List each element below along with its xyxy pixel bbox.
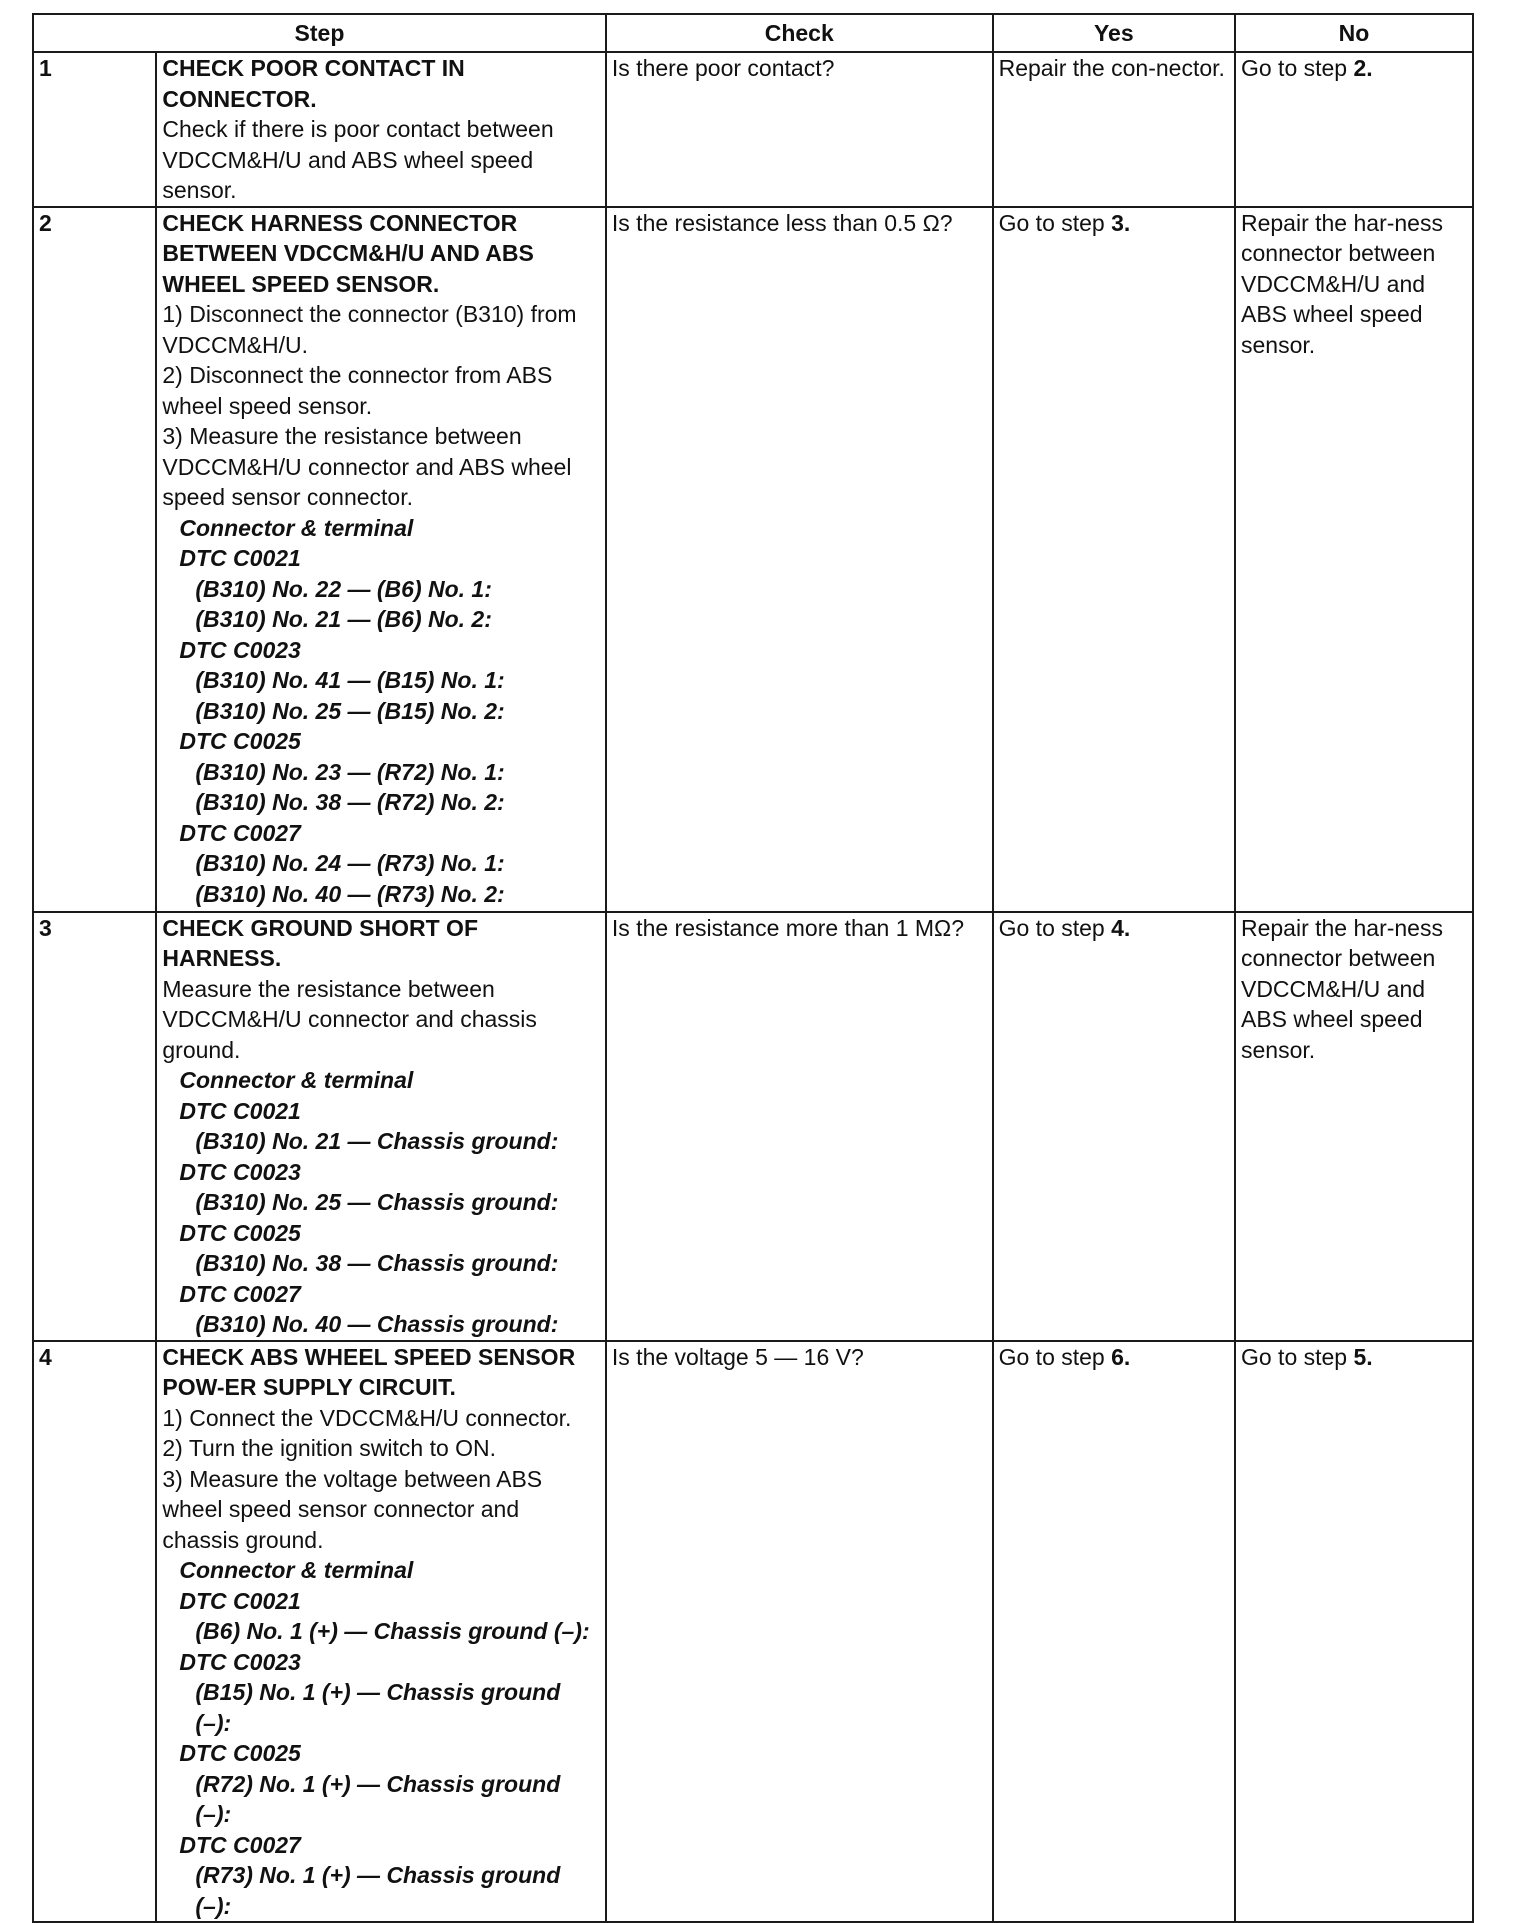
terminal-spec: (B310) No. 21 — Chassis ground: — [195, 1128, 559, 1154]
terminal-spec: (B310) No. 38 — Chassis ground: — [195, 1250, 559, 1276]
terminal-spec: (B310) No. 23 — (R72) No. 1: — [195, 758, 505, 785]
terminal-spec: (B310) No. 40 — (R73) No. 2: — [195, 880, 505, 907]
terminal-spec: (B310) No. 21 — (B6) No. 2: — [195, 606, 492, 632]
dtc-code: DTC C0025 — [179, 1219, 301, 1246]
dtc-code: DTC C0025 — [179, 1740, 301, 1766]
step-content — [156, 207, 606, 912]
check-cell: Is the resistance less than 0.5 Ω? — [606, 207, 993, 912]
spec-header: Connector & terminal — [179, 1557, 414, 1583]
no-cell: Repair the har-ness connector between VDCCM&H/U and ABS wheel speed sensor. — [1235, 207, 1473, 912]
diagnostic-table — [32, 13, 1474, 1923]
no-step-ref: 2. — [1353, 55, 1373, 81]
step-instruction: Check if there is poor contact between VDCCM&H/U and ABS wheel speed sensor. — [162, 116, 554, 203]
dtc-code: DTC C0027 — [179, 819, 301, 846]
no-prefix: Go to step — [1240, 1343, 1354, 1370]
step-title: CHECK HARNESS CONNECTOR BETWEEN VDCCM&H/U AND ABS WHEEL SPEED SENSOR. — [162, 209, 534, 297]
yes-step-ref: 6. — [1111, 1343, 1131, 1370]
terminal-spec: (B15) No. 1 (+) — Chassis ground (–): — [195, 1679, 561, 1736]
spec-header: Connector & terminal — [179, 1067, 414, 1093]
yes-prefix: Go to step — [998, 1343, 1112, 1370]
step-content — [156, 1341, 606, 1923]
diagnostic-procedure-page — [32, 13, 1474, 1923]
step-instruction: Measure the resistance between VDCCM&H/U connector and chassis ground. — [162, 975, 537, 1063]
step-instruction: 3) Measure the voltage between ABS wheel speed sensor connector and chassis ground. — [162, 1465, 543, 1553]
yes-step-ref: 4. — [1111, 914, 1131, 941]
step-content — [156, 912, 606, 1341]
terminal-spec: (R72) No. 1 (+) — Chassis ground (–): — [195, 1770, 561, 1827]
terminal-spec: (B6) No. 1 (+) — Chassis ground (–): — [195, 1618, 590, 1644]
dtc-code: DTC C0021 — [179, 1587, 301, 1614]
header-step: Step — [33, 14, 606, 52]
check-cell: Is there poor contact? — [606, 52, 993, 207]
step-title: CHECK GROUND SHORT OF HARNESS. — [162, 914, 479, 971]
terminal-spec: (B310) No. 25 — (B15) No. 2: — [195, 697, 505, 724]
yes-prefix: Go to step — [998, 914, 1112, 941]
terminal-spec: (B310) No. 25 — Chassis ground: — [195, 1189, 559, 1215]
yes-cell: Repair the con-nector. — [993, 52, 1235, 207]
table-row — [33, 52, 1473, 207]
table-row — [33, 912, 1473, 1341]
no-prefix: Go to step — [1240, 55, 1354, 81]
yes-cell — [993, 1341, 1235, 1923]
no-cell — [1235, 1341, 1473, 1923]
step-number: 3 — [33, 912, 156, 1341]
dtc-code: DTC C0023 — [179, 1158, 301, 1185]
dtc-code: DTC C0021 — [179, 545, 301, 571]
step-number: 4 — [33, 1341, 156, 1923]
yes-cell — [993, 207, 1235, 912]
terminal-spec: (B310) No. 41 — (B15) No. 1: — [195, 667, 505, 693]
yes-prefix: Go to step — [998, 209, 1112, 236]
terminal-spec: (B310) No. 22 — (B6) No. 1: — [195, 575, 492, 602]
table-header-row — [33, 14, 1473, 52]
no-cell: Repair the har-ness connector between VDCCM&H/U and ABS wheel speed sensor. — [1235, 912, 1473, 1341]
step-content — [156, 52, 606, 207]
dtc-code: DTC C0021 — [179, 1097, 301, 1124]
step-number: 2 — [33, 207, 156, 912]
dtc-code: DTC C0027 — [179, 1280, 301, 1307]
header-no: No — [1235, 14, 1473, 52]
step-title: CHECK ABS WHEEL SPEED SENSOR POW-ER SUPPLY CIRCUIT. — [162, 1343, 576, 1400]
yes-cell — [993, 912, 1235, 1341]
step-instruction: 2) Turn the ignition switch to ON. — [162, 1435, 497, 1461]
table-row — [33, 207, 1473, 912]
step-title: CHECK POOR CONTACT IN CONNECTOR. — [162, 55, 465, 112]
dtc-code: DTC C0025 — [179, 728, 301, 754]
table-row — [33, 1341, 1473, 1923]
terminal-spec: (B310) No. 24 — (R73) No. 1: — [195, 850, 505, 876]
no-cell — [1235, 52, 1473, 207]
spec-header: Connector & terminal — [179, 514, 414, 541]
terminal-spec: (B310) No. 38 — (R72) No. 2: — [195, 789, 505, 815]
step-number: 1 — [33, 52, 156, 207]
terminal-spec: (R73) No. 1 (+) — Chassis ground (–): — [195, 1862, 561, 1919]
header-yes: Yes — [993, 14, 1235, 52]
no-step-ref: 5. — [1353, 1343, 1373, 1370]
step-instruction: 1) Connect the VDCCM&H/U connector. — [162, 1404, 572, 1431]
header-check: Check — [606, 14, 993, 52]
step-instruction: 3) Measure the resistance between VDCCM&H/U connector and ABS wheel speed sensor connector. — [162, 423, 572, 510]
step-instruction: 2) Disconnect the connector from ABS wheel speed sensor. — [162, 362, 553, 419]
check-cell: Is the voltage 5 — 16 V? — [606, 1341, 993, 1923]
yes-step-ref: 3. — [1111, 209, 1131, 236]
dtc-code: DTC C0023 — [179, 636, 301, 663]
step-instruction: 1) Disconnect the connector (B310) from VDCCM&H/U. — [162, 301, 577, 358]
dtc-code: DTC C0023 — [179, 1648, 301, 1675]
check-cell: Is the resistance more than 1 MΩ? — [606, 912, 993, 1341]
terminal-spec: (B310) No. 40 — Chassis ground: — [195, 1311, 559, 1337]
dtc-code: DTC C0027 — [179, 1831, 301, 1858]
